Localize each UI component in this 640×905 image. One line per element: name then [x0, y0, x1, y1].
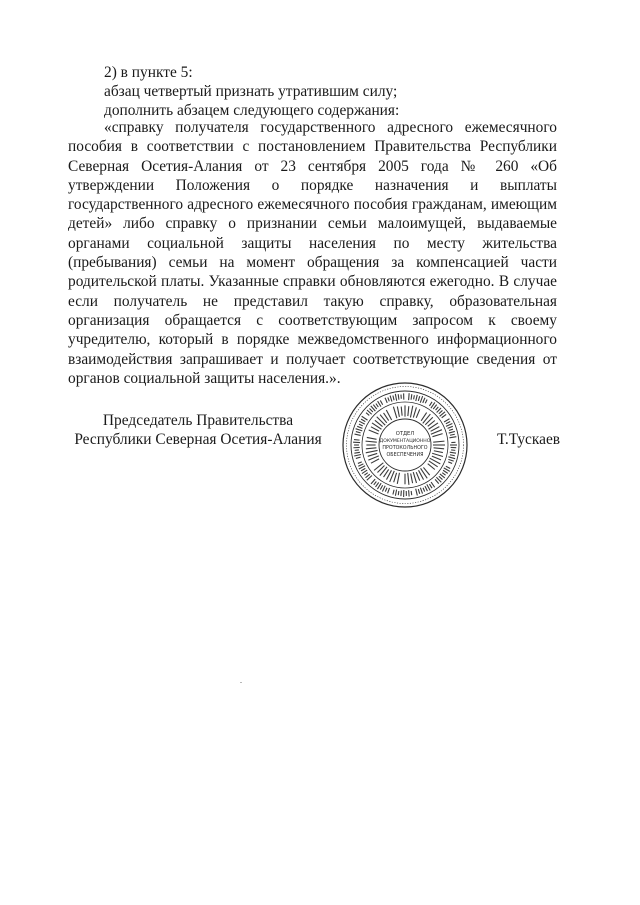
signatory-title-line-1: Председатель Правительства: [102, 412, 294, 429]
stamp-lettering-mark: [413, 472, 416, 483]
stamp-lettering-mark: [354, 440, 360, 441]
stamp-lettering-mark: [395, 394, 396, 401]
stamp-lettering-mark: [356, 457, 361, 458]
signatory-name: Т.Тускаев: [497, 431, 561, 448]
stamp-lettering-mark: [373, 405, 376, 409]
quoted-paragraph: [68, 118, 557, 388]
stamp-lettering-mark: [416, 395, 418, 401]
stamp-lettering-mark: [367, 437, 377, 439]
stamp-lettering-mark: [420, 488, 422, 494]
stamp-lettering-mark: [368, 453, 377, 456]
stamp-lettering-mark: [385, 488, 387, 492]
stamp-lettering-mark: [380, 400, 382, 404]
stamp-lettering-mark: [433, 441, 444, 442]
stamp-lettering-mark: [380, 485, 382, 489]
stamp-lettering-mark: [356, 432, 361, 433]
stamp-lettering-mark: [394, 473, 397, 482]
stamp-lettering-mark: [420, 396, 422, 403]
paragraph-add: дополнить абзацем следующего содержания:: [104, 102, 400, 119]
stamp-lettering-mark: [416, 489, 418, 496]
stamp-lettering-mark: [448, 457, 455, 459]
stamp-lettering-mark: [409, 490, 410, 496]
stamp-lettering-mark: [374, 482, 377, 485]
stamp-lettering-mark: [355, 434, 361, 435]
stamp-lettering-mark: [393, 490, 394, 495]
stamp-dotted-ring: [347, 387, 464, 504]
stamp-lettering-mark: [434, 448, 445, 449]
stamp-center-line-4: ОБЕСПЕЧЕНИЯ: [386, 453, 424, 458]
stamp-lettering-mark: [385, 398, 387, 403]
stamp-lettering-mark: [434, 451, 443, 453]
stamp-lettering-mark: [443, 470, 448, 473]
stamp-lettering-mark: [411, 491, 412, 495]
stamp-lettering-mark: [366, 448, 377, 449]
stamp-lettering-mark: [435, 479, 439, 483]
stamp-lettering-mark: [361, 419, 365, 421]
stamp-lettering-mark: [358, 462, 362, 464]
paragraph-repeal: абзац четвертый признать утратившим силу;: [104, 83, 398, 100]
stamp-lettering-mark: [395, 490, 396, 496]
stamp-lettering-mark: [376, 404, 378, 407]
stamp-lettering-mark: [448, 462, 452, 464]
stamp-lettering-mark: [450, 434, 455, 435]
stamp-lettering-mark: [408, 473, 409, 485]
stamp-lettering-mark: [432, 434, 442, 437]
stamp-lettering-mark: [361, 468, 365, 470]
stamp-center-line-2: ДОКУМЕНТАЦИОННО: [379, 439, 431, 444]
stamp-lettering-mark: [423, 414, 431, 423]
stamp-lettering-mark: [411, 473, 413, 483]
stamp-lettering-mark: [418, 396, 419, 401]
stamp-lettering-mark: [388, 488, 390, 493]
stamp-lettering-mark: [359, 421, 365, 424]
stamp-inner-ring: [379, 419, 431, 471]
stamp-lettering-mark: [397, 406, 399, 416]
stamp-lettering-mark: [449, 431, 455, 433]
stamp-lettering-mark: [413, 407, 416, 417]
stamp-lettering-mark: [401, 407, 402, 416]
stamp-lettering-mark: [449, 437, 456, 438]
stamp-lettering-mark: [432, 456, 441, 460]
scan-speck: [240, 682, 242, 683]
stamp-lettering-mark: [429, 402, 432, 406]
stamp-lettering-mark: [411, 394, 412, 400]
stamp-lettering-mark: [436, 407, 439, 410]
stamp-lettering-mark: [423, 398, 425, 403]
stamp-lettering-mark: [442, 473, 445, 476]
stamp-lettering-mark: [371, 459, 379, 463]
stamp-lettering-mark: [450, 452, 456, 453]
stamp-lettering-mark: [374, 463, 383, 471]
stamp-lettering-mark: [398, 394, 399, 400]
signatory-title: [68, 411, 328, 450]
stamp-lettering-mark: [414, 395, 415, 399]
stamp-lettering-mark: [366, 441, 377, 442]
stamp-lettering-mark: [448, 426, 453, 428]
stamp-lettering-mark: [409, 393, 410, 400]
stamp-lettering-mark: [442, 414, 447, 417]
stamp-lettering-mark: [444, 419, 449, 422]
stamp-lettering-mark: [357, 426, 362, 428]
stamp-lettering-mark: [433, 405, 436, 409]
stamp-lettering-mark: [432, 453, 443, 456]
stamp-lettering-mark: [369, 409, 372, 413]
quoted-paragraph-text: «справку получателя государственного адресного ежемесячного пособия в соответствии с постановлением Правительства Республики Северная Осетия-Алания от 23 сентября 2005 года № 260 «Об утверждении Положения о порядке назначения и выплаты государственного адресного ежемесячного пособия гражданам, имеющим детей» либо справку о признании семьи малоимущей, выдаваемые органами социальной защиты населения по месту жительства (пребывания) семьи на момент обращения за компенсацией части родительской платы. Указанные справки обновляются ежегодно. В случае если получатель не представил такую справку, образовательная организация обращается с соответствующим запросом к своему учредителю, который в порядке межведомственного информационного взаимодействия запрашивает и получает соответствующие сведения от органов социальной защиты населения.».: [68, 119, 557, 387]
stamp-lettering-mark: [448, 459, 453, 461]
stamp-lettering-mark: [446, 466, 450, 468]
stamp-lettering-mark: [393, 396, 394, 401]
stamp-lettering-mark: [359, 424, 363, 426]
item-heading: 2) в пункте 5:: [104, 64, 193, 81]
stamp-lettering-mark: [446, 424, 452, 427]
stamp-center-line-1: ОТДЕЛ: [395, 431, 415, 437]
stamp-lettering-mark: [354, 452, 360, 453]
stamp-center-line-3: ПРОТОКОЛЬНОГО: [382, 446, 428, 451]
stamp-lettering-mark: [423, 488, 425, 492]
stamp-lettering-mark: [366, 450, 378, 452]
stamp-lettering-mark: [388, 397, 389, 401]
stamp-lettering-mark: [358, 464, 363, 466]
stamp-lettering-mark: [390, 396, 392, 402]
stamp-lettering-mark: [439, 410, 443, 413]
official-stamp: [341, 381, 469, 509]
stamp-lettering-mark: [416, 472, 420, 481]
stamp-lettering-mark: [416, 409, 420, 418]
stamp-lettering-mark: [397, 473, 399, 484]
stamp-lettering-mark: [450, 455, 455, 456]
stamp-lettering-mark: [366, 474, 370, 478]
stamp-lettering-mark: [410, 406, 412, 418]
stamp-lettering-mark: [408, 406, 409, 416]
stamp-lettering-mark: [418, 489, 419, 494]
stamp-lettering-mark: [354, 455, 361, 456]
stamp-lettering-mark: [431, 482, 435, 487]
stamp-lettering-mark: [429, 484, 432, 488]
stamp-lettering-mark: [393, 407, 396, 418]
stamp-lettering-mark: [377, 417, 385, 425]
stamp-lettering-mark: [398, 491, 399, 495]
stamp-lettering-mark: [382, 486, 385, 492]
stamp-lettering-mark: [356, 429, 363, 431]
stamp-lettering-mark: [446, 422, 450, 424]
stamp-lettering-mark: [364, 473, 367, 476]
stamp-lettering-mark: [439, 476, 443, 479]
stamp-lettering-mark: [425, 399, 427, 403]
stamp-lettering-mark: [366, 413, 369, 416]
stamp-lettering-mark: [425, 486, 427, 491]
signatory-title-line-2: Республики Северная Осетия-Алания: [74, 431, 322, 449]
stamp-lettering-mark: [449, 429, 453, 430]
stamp-lettering-mark: [376, 482, 379, 487]
